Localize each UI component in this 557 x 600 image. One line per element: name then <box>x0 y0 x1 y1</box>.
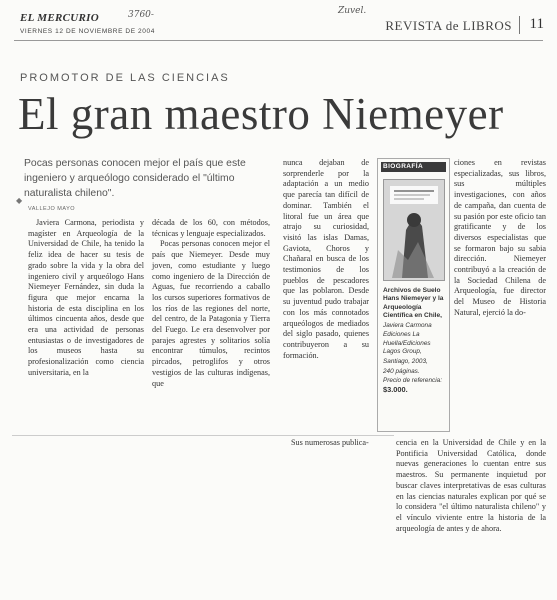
price-label: Precio de referencia: <box>383 377 442 385</box>
book-details <box>383 287 447 395</box>
book-info-box <box>377 158 450 432</box>
divider <box>519 16 520 34</box>
paragraph: Pocas personas conocen mejor el país que Niemeyer. Desde muy joven, como estudiante y luego como ingeniero de la Dirección de Aguas, fue recorriendo a caballo los cursos superiores formativos de los ríos de las regiones del norte, del centro, de la Patagonia y Tierra del Fuego. Le era desenvolver por parajes agrestes y solitarios solía encontrar túmulos, recintos pircados, petroglifos y otros vestigios de las culturas indígenas, que <box>152 239 270 388</box>
article-column-4 <box>454 158 546 319</box>
book-banner: BIOGRAFÍA <box>381 162 446 172</box>
paragraph: Javiera Carmona, periodista y magíster en Arqueología de la Universidad de Chile, ha tenido la feliz idea de hacer su tesis de grado sobre la vida y la obra del ingeniero civil y arqueólogo Hans Niemeyer Fernández, sin duda la figura que mejor encarna la historia de esta disciplina en los últimos cincuenta años, desde que era una actividad de personas entusiastas o de investigadores de los museos hasta su profesionalización como ciencia universitaria, en la <box>28 218 144 377</box>
book-price <box>383 377 447 395</box>
handwritten-note: 3760- <box>128 10 154 20</box>
lede-text: Pocas personas conocen mejor el país que este ingeniero y arqueólogo considerado el "último naturalista chileno". <box>24 158 246 199</box>
headline: El gran maestro Niemeyer <box>18 89 504 139</box>
lede <box>16 156 276 205</box>
book-cover-icon <box>384 180 444 280</box>
paragraph: década de los 60, con métodos, técnicas y lenguaje especializados. <box>152 218 270 238</box>
byline: VALLEJO MAYO <box>28 206 76 212</box>
newspaper-name: EL MERCURIO <box>20 12 99 24</box>
book-place-year: Santiago, 2003, <box>383 358 428 365</box>
book-title: Archivos de Suelo Hans Niemeyer y la Arqueología Científica en Chile, <box>383 287 444 320</box>
article-column-3 <box>283 158 369 361</box>
paragraph: nunca dejaban de sorprenderle por la adaptación a un medio que parecía tan difícil de dominar. También el litoral fue un área que atrajo su curiosidad, visitó las islas Damas, Gaviota, Choros y Chañaral en busca de los testimonios de los pueblos de pescadores que las poblaron. Desde su juventud pudo trabajar con los más connotados arqueólogos de mediados del siglo pasado, quienes contribuyeron a su formación. <box>283 158 369 360</box>
book-publisher: Ediciones La Huella/Ediciones Lagos Group, <box>383 331 431 356</box>
article-column-4-continued <box>396 438 546 534</box>
article-column-3-continued <box>283 438 369 449</box>
paragraph: cencia en la Universidad de Chile y en la Pontificia Universidad Católica, donde nuevas generaciones lo cuentan entre sus maestros. Su permanente inquietud por buscar claves interpretativas de esas culturas en las ciencias naturales explican por qué se lo considera "el último naturalista chileno" y el vínculo viviente entre la historia de la arqueología de antes y de ahora. <box>396 438 546 533</box>
divider <box>12 435 394 436</box>
paragraph: Sus numerosas publica- <box>291 438 369 447</box>
bullet-icon: ◆ <box>16 196 23 205</box>
book-cover-image <box>383 179 445 281</box>
book-pages: 240 páginas. <box>383 367 420 375</box>
masthead <box>8 4 548 42</box>
divider <box>14 40 543 41</box>
paragraph: ciones en revistas especializadas, sus libros, sus múltiples investigaciones, con años de campaña, dan cuenta de su pasión por este oficio tan gratificante y de los diversos especialistas que se formaron bajo su sabia dirección. Niemeyer contribuyó a la creación de la Sociedad Chilena de Arqueología, fue director del Museo de Historia Natural, ejerció la do- <box>454 158 546 317</box>
price-value: $3.000. <box>383 384 408 394</box>
page-number: 11 <box>529 16 544 32</box>
dateline: VIERNES 12 DE NOVIEMBRE DE 2004 <box>20 28 155 35</box>
handwritten-note: Zuvel. <box>338 6 367 16</box>
book-author: Javiera Carmona <box>383 321 432 329</box>
section-name: REVISTA de LIBROS <box>385 18 512 33</box>
article-column-2 <box>152 218 270 389</box>
kicker: PROMOTOR DE LAS CIENCIAS <box>20 72 230 84</box>
article-column-1 <box>28 218 144 379</box>
